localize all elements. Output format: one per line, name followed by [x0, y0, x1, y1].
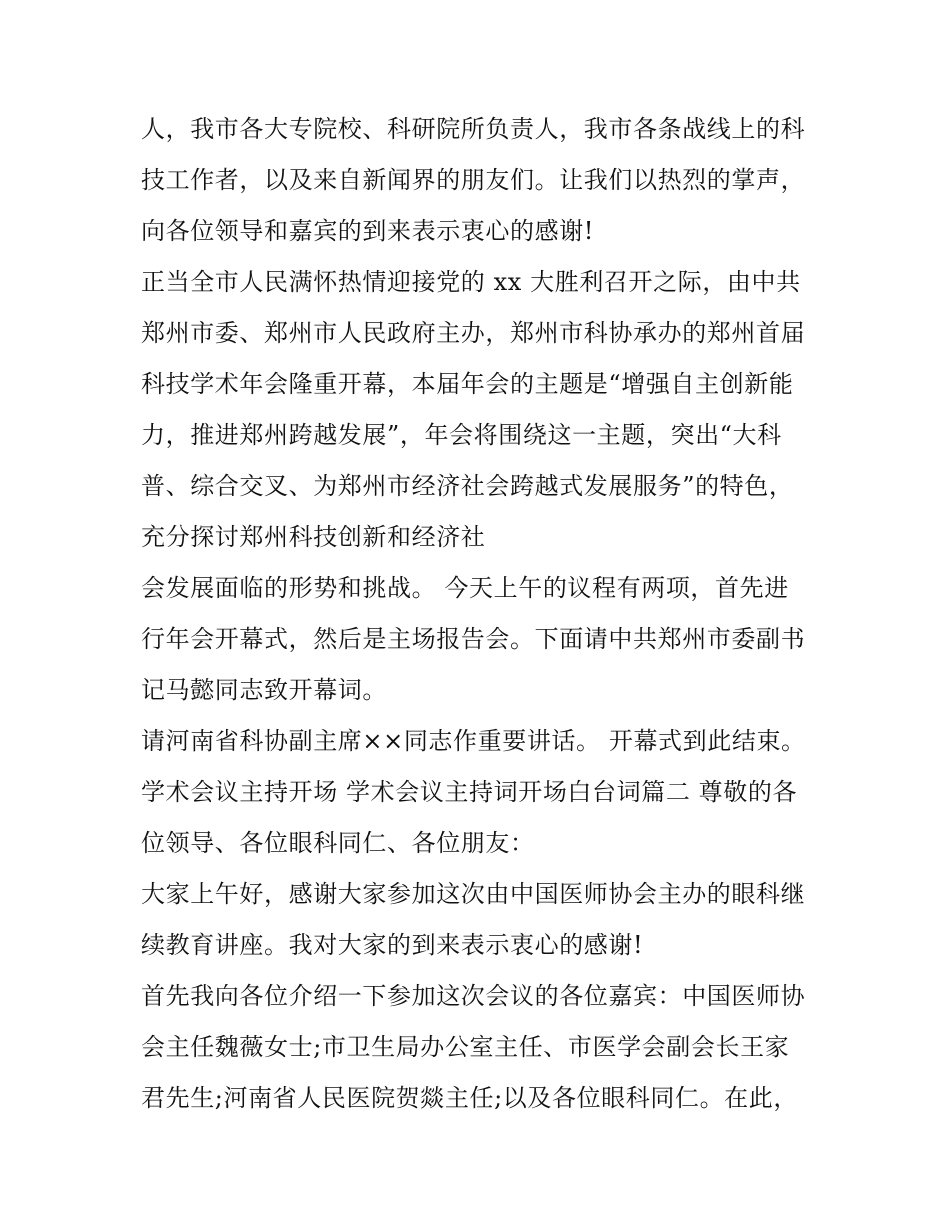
text-line: 位领导、各位眼科同仁、各位朋友： — [141, 829, 535, 857]
text-line: 郑州市委、郑州市人民政府主办，郑州市科协承办的郑州首届 — [141, 319, 806, 347]
text-line: 人，我市各大专院校、科研院所负责人，我市各条战线上的科 — [141, 115, 806, 143]
text-line: 大家上午好，感谢大家参加这次由中国医师协会主办的眼科继 — [141, 880, 806, 908]
text-line: 行年会开幕式，然后是主场报告会。下面请中共郑州市委副书 — [141, 625, 806, 653]
text-line: 普、综合交叉、为郑州市经济社会跨越式发展服务”的特色， — [141, 472, 794, 500]
text-line: 首先我向各位介绍一下参加这次会议的各位嘉宾：中国医师协 — [141, 982, 806, 1010]
text-line: 学术会议主持开场 学术会议主持词开场白台词篇二 尊敬的各 — [141, 778, 798, 806]
text-line: 请河南省科协副主席××同志作重要讲话。 开幕式到此结束。 — [141, 727, 806, 755]
text-line: 正当全市人民满怀热情迎接党的 xx 大胜利召开之际，由中共 — [141, 268, 801, 296]
text-line: 充分探讨郑州科技创新和经济社 — [141, 523, 486, 551]
text-line: 君先生;河南省人民医院贺燚主任;以及各位眼科同仁。在此， — [141, 1084, 798, 1112]
document-body — [141, 104, 821, 1124]
text-line: 续教育讲座。我对大家的到来表示衷心的感谢! — [141, 931, 644, 959]
text-line: 会主任魏薇女士;市卫生局办公室主任、市医学会副会长王家 — [141, 1033, 790, 1061]
text-line: 技工作者，以及来自新闻界的朋友们。让我们以热烈的掌声， — [141, 166, 806, 194]
text-line: 向各位领导和嘉宾的到来表示衷心的感谢! — [141, 217, 595, 245]
text-line: 记马懿同志致开幕词。 — [141, 676, 387, 704]
text-line: 科技学术年会隆重开幕，本届年会的主题是“增强自主创新能 — [141, 370, 794, 398]
text-line: 会发展面临的形势和挑战。 今天上午的议程有两项，首先进 — [141, 574, 789, 602]
text-line: 力，推进郑州跨越发展”，年会将围绕这一主题，突出“大科 — [141, 421, 782, 449]
